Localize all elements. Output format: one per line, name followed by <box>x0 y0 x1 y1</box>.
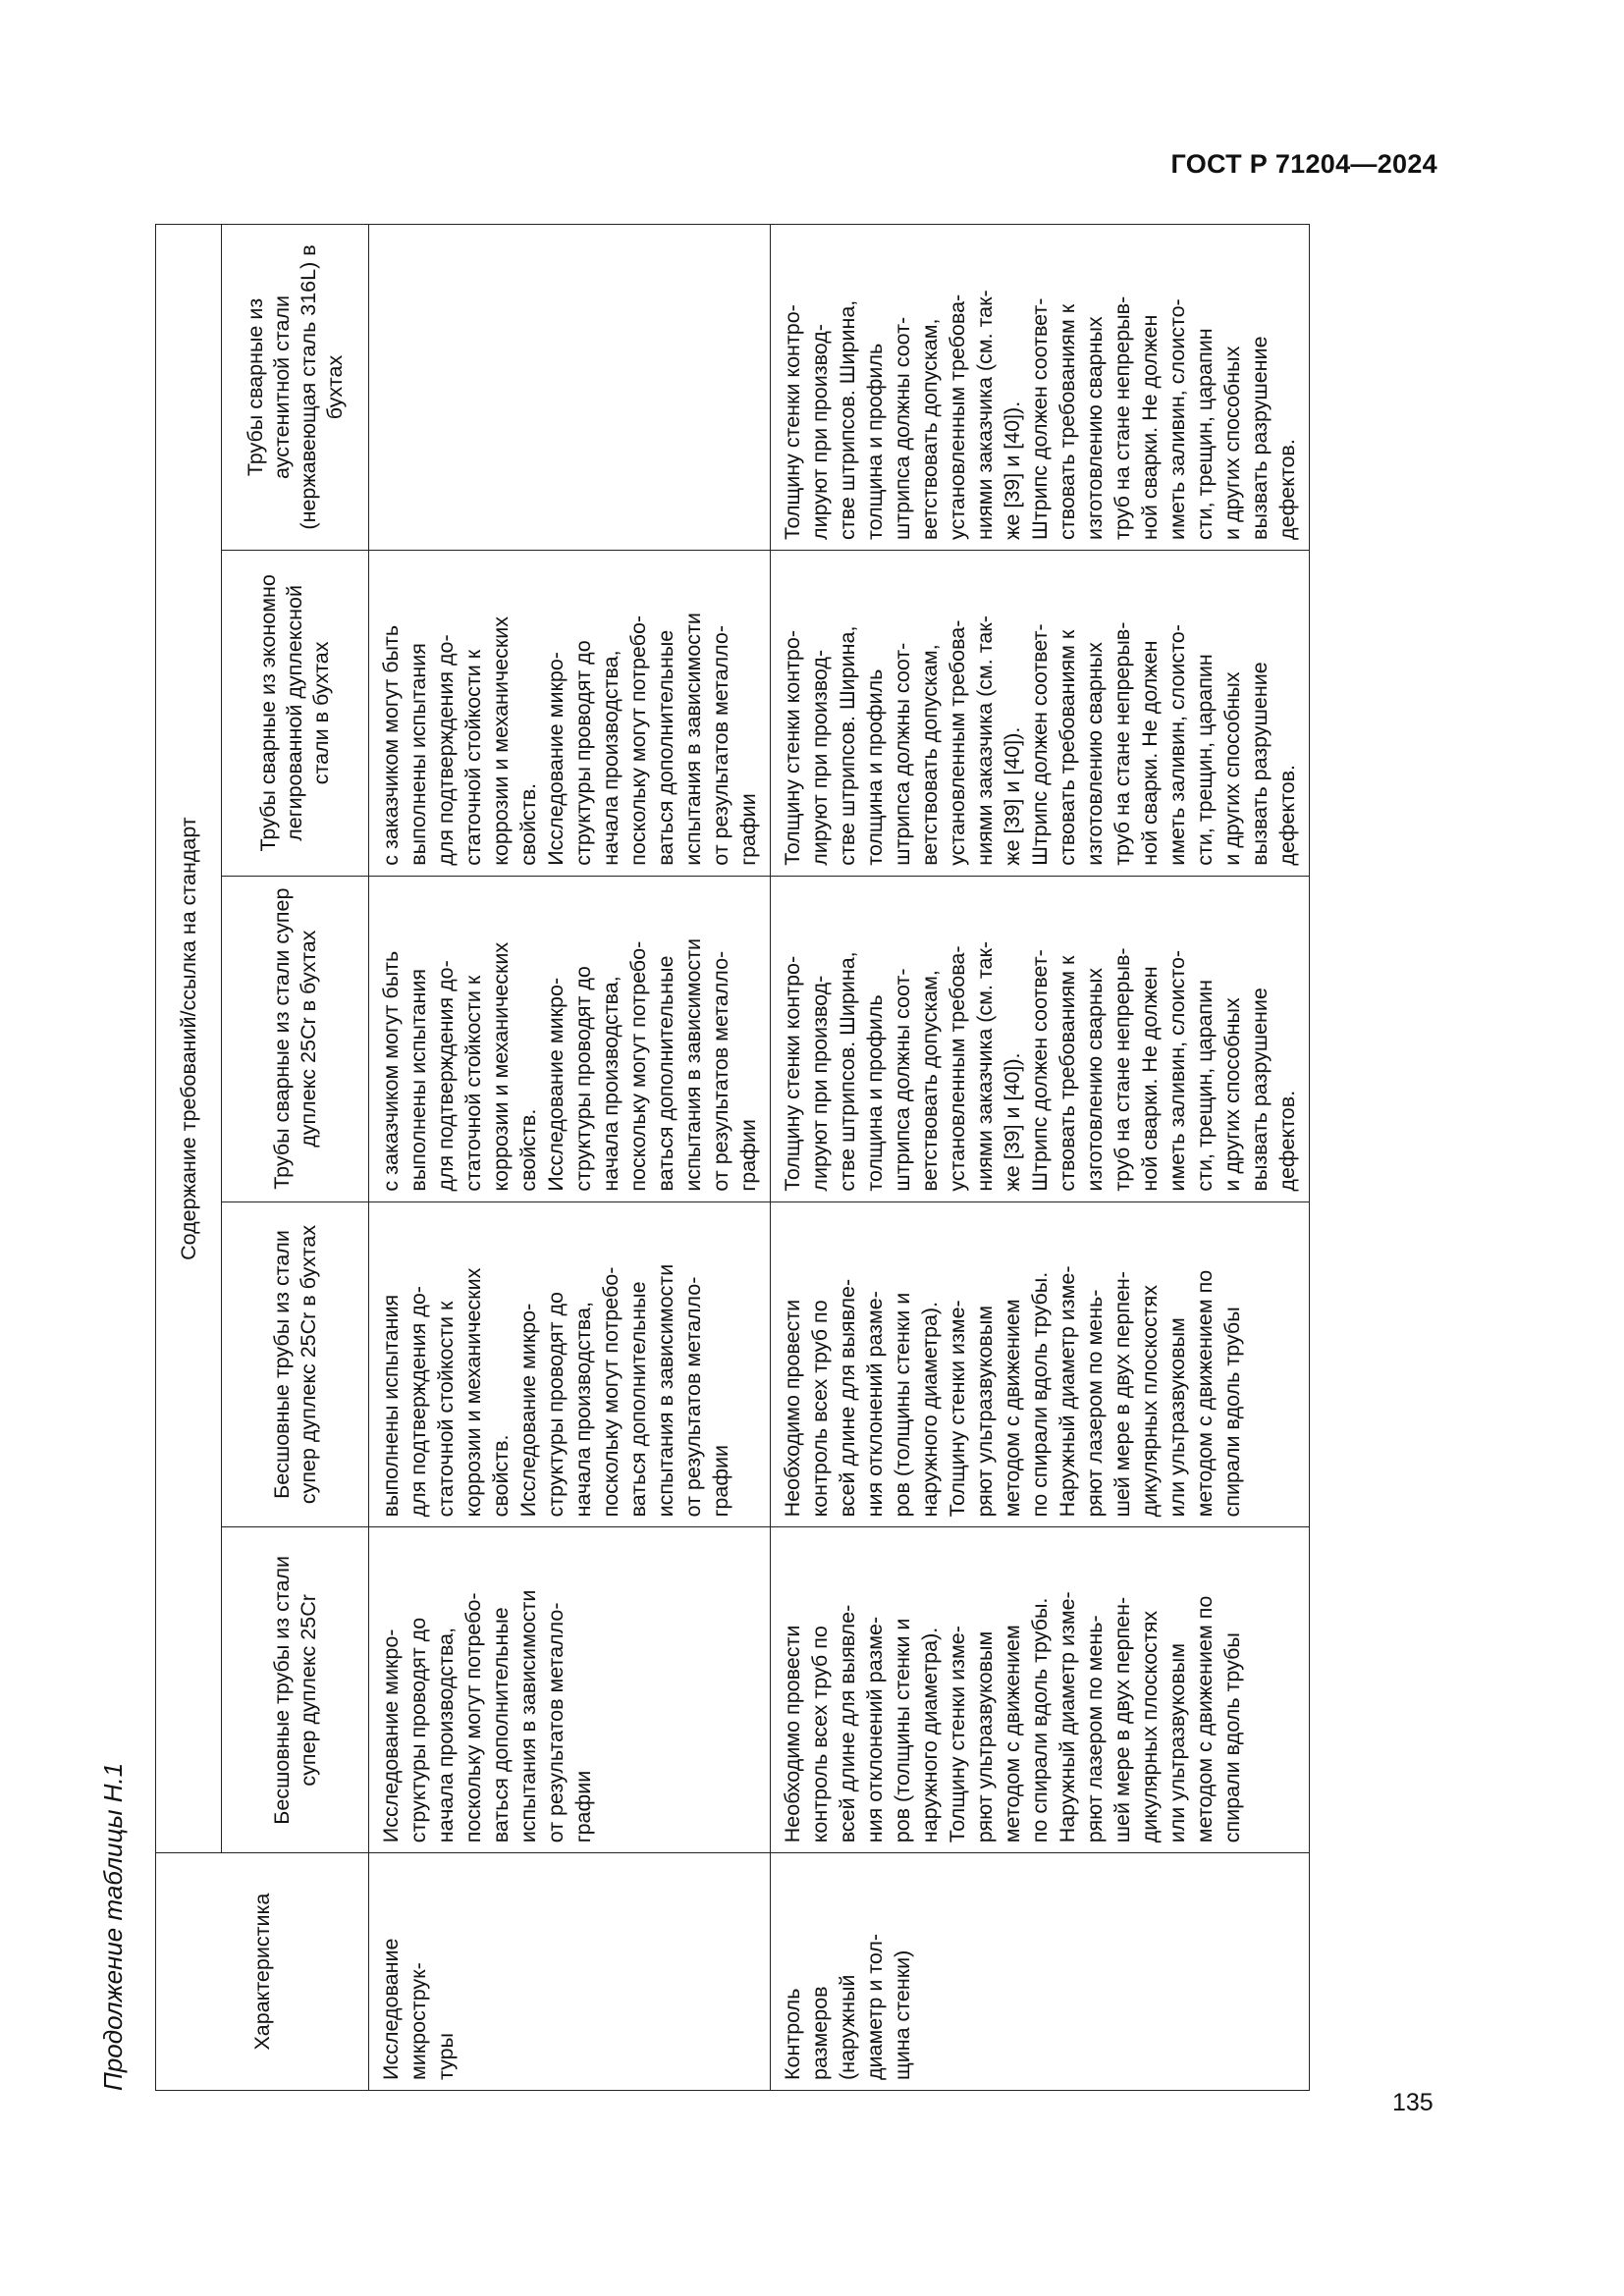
table-cell: Толщину стенки контро- лируют при производ- стве штрипсов. Ширина, толщина и профиль штрипса должны соот- ветствовать допускам, установленным требова- ниями заказчика (см. так- же [39] и [40]). Штрипс должен соответ- ствовать требованиям к изготовлению сварных труб на стане непрерыв- ной сварки. Не должен иметь заливин, слоисто- сти, трещин, царапин и других способных вызвать разрушение дефектов. <box>771 550 1310 876</box>
table-cell <box>369 225 771 551</box>
table-cell: Исследование микро- структуры проводят до начала производства, поскольку могут потребо- ваться дополнительные испытания в зависимости от результатов металло- графии <box>369 1527 771 1853</box>
table-cell: Исследование микрострук- туры <box>369 1853 771 2091</box>
table-cell: Толщину стенки контро- лируют при производ- стве штрипсов. Ширина, толщина и профиль штрипса должны соот- ветствовать допускам, установленным требова- ниями заказчика (см. так- же [39] и [40]). Штрипс должен соответ- ствовать требованиям к изготовлению сварных труб на стане непрерыв- ной сварки. Не должен иметь заливин, слоисто- сти, трещин, царапин и других способных вызвать разрушение дефектов. <box>771 225 1310 551</box>
table-row <box>369 225 771 2091</box>
table-row <box>771 225 1310 2091</box>
column-header-welded-25cr-coil: Трубы сварные из стали супер дуплекс 25Cr в бухтах <box>222 876 369 1201</box>
rotated-table-area <box>98 224 1355 2091</box>
column-header-characteristic: Характеристика <box>156 1853 369 2091</box>
table-cell: Необходимо провести контроль всех труб по всей длине для выявле- ния отклонений разме- ров (толщины стенки и наружного диаметра). Толщину стенки изме- ряют ультразвуковым методом с движением по спирали вдоль трубы. Наружный диаметр изме- ряют лазером по мень- шей мере в двух перпен- дикулярных плоскостях или ультразвуковым методом с движением по спирали вдоль трубы <box>771 1527 1310 1853</box>
table-caption: Продолжение таблицы Н.1 <box>98 1762 128 2091</box>
requirements-table <box>155 224 1310 2091</box>
column-header-welded-316l-coil: Трубы сварные из аустенитной стали (нержавеющая сталь 316L) в бухтах <box>222 225 369 551</box>
column-header-seamless-25cr: Бесшовные трубы из стали супер дуплекс 25Cr <box>222 1527 369 1853</box>
document-code: ГОСТ Р 71204—2024 <box>1170 149 1437 179</box>
group-header: Содержание требований/ссылка на стандарт <box>156 225 222 1853</box>
column-header-seamless-25cr-coil: Бесшовные трубы из стали супер дуплекс 25Cr в бухтах <box>222 1201 369 1527</box>
table-cell: с заказчиком могут быть выполнены испытания для подтверждения до- статочной стойкости к коррозии и механических свойств. Исследование микро- структуры проводят до начала производства, поскольку могут потребо- ваться дополнительные испытания в зависимости от результатов металло- графии <box>369 550 771 876</box>
page-number: 135 <box>1392 2089 1434 2116</box>
table-cell: с заказчиком могут быть выполнены испытания для подтверждения до- статочной стойкости к коррозии и механических свойств. Исследование микро- структуры проводят до начала производства, поскольку могут потребо- ваться дополнительные испытания в зависимости от результатов металло- графии <box>369 876 771 1201</box>
column-header-welded-lean-duplex-coil: Трубы сварные из экономно легированной дуплексной стали в бухтах <box>222 550 369 876</box>
table-cell: Необходимо провести контроль всех труб по всей длине для выявле- ния отклонений разме- ров (толщины стенки и наружного диаметра). Толщину стенки изме- ряют ультразвуковым методом с движением по спирали вдоль трубы. Наружный диаметр изме- ряют лазером по мень- шей мере в двух перпен- дикулярных плоскостях или ультразвуковым методом с движением по спирали вдоль трубы <box>771 1201 1310 1527</box>
table-cell: выполнены испытания для подтверждения до- статочной стойкости к коррозии и механических свойств. Исследование микро- структуры проводят до начала производства, поскольку могут потребо- ваться дополнительные испытания в зависимости от результатов металло- графии <box>369 1201 771 1527</box>
table-cell: Контроль размеров (наружный диаметр и тол- щина стенки) <box>771 1853 1310 2091</box>
table-cell: Толщину стенки контро- лируют при производ- стве штрипсов. Ширина, толщина и профиль штрипса должны соот- ветствовать допускам, установленным требова- ниями заказчика (см. так- же [39] и [40]). Штрипс должен соответ- ствовать требованиям к изготовлению сварных труб на стане непрерыв- ной сварки. Не должен иметь заливин, слоисто- сти, трещин, царапин и других способных вызвать разрушение дефектов. <box>771 876 1310 1201</box>
